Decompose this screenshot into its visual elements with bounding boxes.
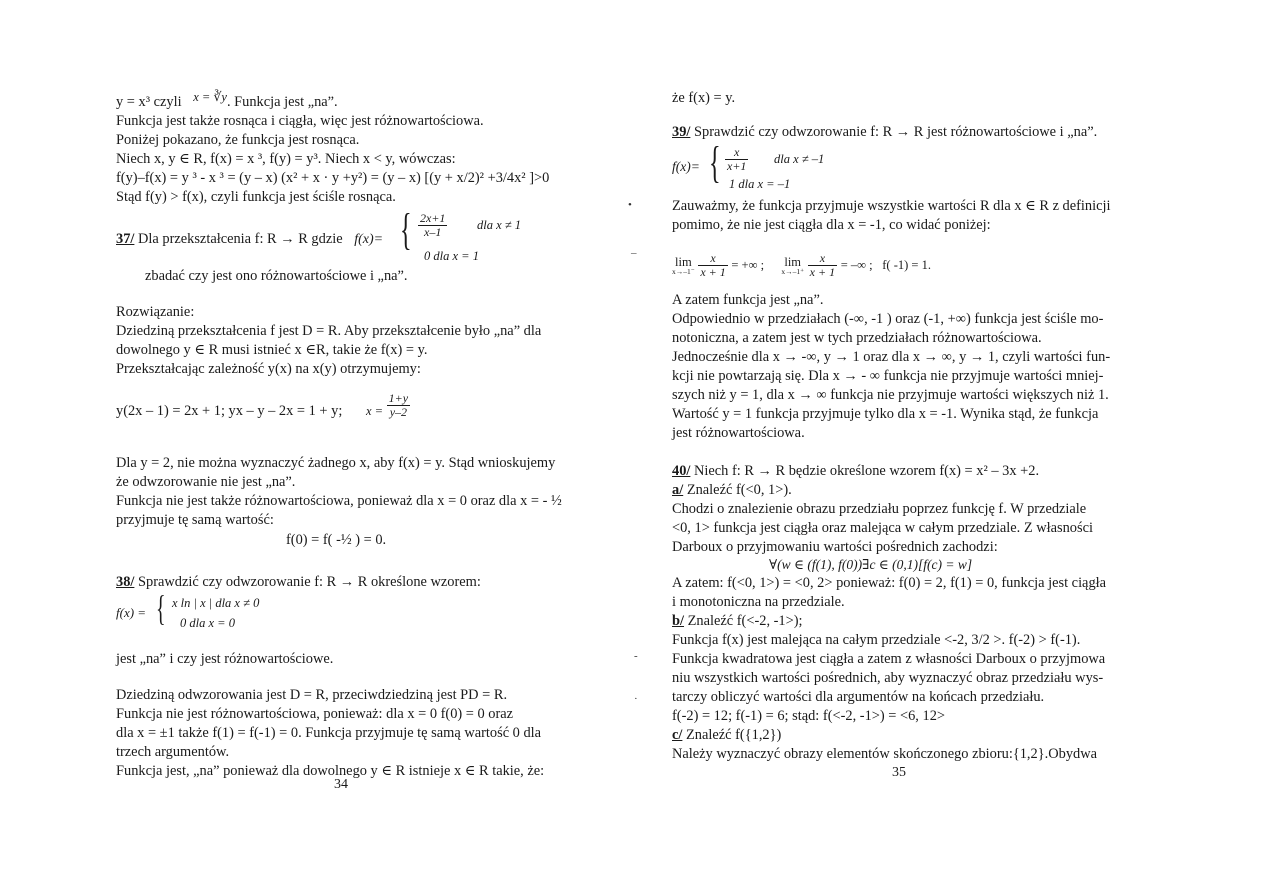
line: Należy wyznaczyć obrazy elementów skończonego zbioru:{1,2}.Obydwa <box>672 746 1097 762</box>
scan-speck: - <box>634 650 638 662</box>
problem-number: 40/ <box>672 463 691 479</box>
fraction: $\frac{x}{x + 1}$ <box>809 251 836 279</box>
line: Funkcja jest, „na” ponieważ dla dowolnego y ∈ R istnieje x ∈ R takie, że: <box>116 763 545 779</box>
line: niu wszystkich wartości pośrednich, aby wyznaczyć obraz przedziału wys- <box>672 670 1104 686</box>
limit: lim x→–1⁺ <box>781 254 805 276</box>
line: Zauważmy, że funkcja przyjmuje wszystkie wartości R dla x ∈ R z definicji <box>672 198 1111 214</box>
problem-number: 38/ <box>116 574 135 590</box>
case-row: 0 dla x = 0 <box>180 616 235 630</box>
problem-number: 37/ <box>116 231 135 247</box>
line: f(-2) = 12; f(-1) = 6; stąd: f(<-2, -1>) = <6, 12> <box>672 708 946 724</box>
equation-line: y(2x – 1) = 2x + 1; yx – y – 2x = 1 + y; x = $\frac{1+y}{y-2}$ <box>116 391 409 419</box>
line: przyjmuje tę samą wartość: <box>116 512 274 528</box>
line: trzech argumentów. <box>116 744 230 760</box>
line: Darboux o przyjmowaniu wartości pośrednich zachodzi: <box>672 539 998 555</box>
function-label: f(x) = <box>116 605 147 620</box>
fraction: $\frac{x}{x + 1}$ <box>700 251 726 279</box>
problem-number: 39/ <box>672 124 691 140</box>
problem-40-heading: 40/ Niech f: R → R będzie określone wzorem f(x) = x² – 3x +2. <box>672 463 1040 479</box>
line: Odpowiednio w przedziałach (-∞, -1 ) oraz (-1, +∞) funkcja jest ściśle mo- <box>672 311 1104 327</box>
line: y = x³ czyli x = ∛y. Funkcja jest „na”. <box>116 90 338 110</box>
fraction: $\frac{2x+1}{x-1}$ <box>420 211 446 239</box>
line: dowolnego y ∈ R musi istnieć x ∈R, takie że f(x) = y. <box>116 342 428 358</box>
line: zbadać czy jest ono różnowartościowe i „na”. <box>145 268 408 284</box>
function-label: f(x)= <box>672 159 700 174</box>
case-row: 1 dla x = –1 <box>729 177 791 191</box>
limit: lim x→–1⁻ <box>672 254 695 276</box>
line: Poniżej pokazano, że funkcja jest rosnąca. <box>116 132 360 148</box>
line: Stąd f(y) > f(x), czyli funkcja jest ściśle rosnąca. <box>116 189 396 205</box>
line: f(y)–f(x) = y ³ - x ³ = (y – x) (x² + x · y +y²) = (y – x) [(y + x/2)² +3/4x² ]>0 <box>116 170 550 186</box>
scan-speck: • <box>628 199 632 211</box>
line: notoniczna, a zatem jest w tych przedziałach różnowartościowa. <box>672 330 1042 346</box>
problem-37-heading: 37/ Dla przekształcenia f: R → R gdzie f(x)= <box>116 231 384 247</box>
line: Funkcja f(x) jest malejąca na całym przedziale <-2, 3/2 >. f(-2) > f(-1). <box>672 632 1081 648</box>
subpoint-b: b/ Znaleźć f(<-2, -1>); <box>672 613 803 629</box>
left-page <box>0 0 630 893</box>
scan-speck: – <box>631 247 637 259</box>
page-number: 34 <box>334 777 348 792</box>
right-page <box>631 0 1263 893</box>
fraction: $\frac{x}{x+1}$ <box>727 145 747 173</box>
line: <0, 1> funkcja jest ciągła oraz malejąca w całym przedziale. Z własności <box>672 520 1093 536</box>
case-row: x ln | x | dla x ≠ 0 <box>172 596 260 610</box>
problem-38-heading: 38/ Sprawdzić czy odwzorowanie f: R → R określone wzorem: <box>116 574 481 590</box>
line: Jednocześnie dla x → -∞, y → 1 oraz dla x → ∞, y → 1, czyli wartości fun- <box>672 349 1111 365</box>
line: kcji nie powtarzają się. Dla x → - ∞ funkcja nie przyjmuje wartości mniej- <box>672 368 1104 384</box>
line: A zatem funkcja jest „na”. <box>672 292 824 308</box>
line: pomimo, że nie jest ciągła dla x = -1, co widać poniżej: <box>672 217 991 233</box>
line: Dziedziną przekształcenia f jest D = R. Aby przekształcenie było „na” dla <box>116 323 542 339</box>
line: i monotoniczna na przedziale. <box>672 594 845 610</box>
line: Wartość y = 1 funkcja przyjmuje tylko dla x = -1. Wynika stąd, że funkcja <box>672 406 1099 422</box>
page-number: 35 <box>892 765 906 780</box>
line: Przekształcając zależność y(x) na x(y) otrzymujemy: <box>116 361 421 377</box>
line: że f(x) = y. <box>672 90 736 106</box>
line: Funkcja jest także rosnąca i ciągła, więc jest różnowartościowa. <box>116 113 484 129</box>
problem-39-heading: 39/ Sprawdzić czy odwzorowanie f: R → R jest różnowartościowe i „na”. <box>672 124 1098 140</box>
line: Funkcja nie jest także różnowartościowa, ponieważ dla x = 0 oraz dla x = - ½ <box>116 493 562 509</box>
subpoint-c: c/ Znaleźć f({1,2}) <box>672 727 782 743</box>
subpoint-a: a/ Znaleźć f(<0, 1>). <box>672 482 792 498</box>
brace: { <box>709 138 721 187</box>
line: Chodzi o znalezienie obrazu przedziału poprzez funkcję f. W przedziale <box>672 501 1087 517</box>
line: tarczy obliczyć wartości dla argumentów na końcach przedziału. <box>672 689 1045 705</box>
line: jest różnowartościowa. <box>672 425 805 441</box>
line: jest „na” i czy jest różnowartościowe. <box>116 651 334 667</box>
line: A zatem: f(<0, 1>) = <0, 2> ponieważ: f(0) = 2, f(1) = 0, funkcja jest ciągła <box>672 575 1107 591</box>
limits-line: lim x→–1⁻ $\frac{x}{x + 1}$ = +∞ ; lim x→–1⁺ $\frac{x}{x + 1}$ = –∞ ; f( -1) = 1. <box>672 251 931 279</box>
line: Funkcja kwadratowa jest ciągła a zatem z własności Darboux o przyjmowa <box>672 651 1106 667</box>
line: dla x = ±1 także f(1) = f(-1) = 0. Funkcja przyjmuje tę samą wartość 0 dla <box>116 725 542 741</box>
scan-speck: · <box>634 693 638 705</box>
line: Dziedziną odwzorowania jest D = R, przeciwdziedziną jest PD = R. <box>116 687 508 703</box>
brace: { <box>400 205 412 254</box>
line: Rozwiązanie: <box>116 304 195 320</box>
line: Niech x, y ∈ R, f(x) = x ³, f(y) = y³. Niech x < y, wówczas: <box>116 151 456 167</box>
equation-line: f(0) = f( -½ ) = 0. <box>286 532 387 548</box>
line: Dla y = 2, nie można wyznaczyć żadnego x, aby f(x) = y. Stąd wnioskujemy <box>116 455 556 471</box>
equation-line: ∀(w ∈ (f(1), f(0))∃c ∈ (0,1)[f(c) = w] <box>769 557 973 572</box>
brace: { <box>156 588 166 628</box>
line: Funkcja nie jest różnowartościowa, ponieważ: dla x = 0 f(0) = 0 oraz <box>116 706 514 722</box>
line: szych niż y = 1, dla x → ∞ funkcja nie przyjmuje wartości większych niż 1. <box>672 387 1109 403</box>
case-row: $\frac{2x+1}{x-1}$ dla x ≠ 1 <box>420 211 522 239</box>
fraction: $\frac{1+y}{y-2}$ <box>388 391 409 419</box>
case-row: $\frac{x}{x+1}$ dla x ≠ –1 <box>727 145 825 173</box>
case-row: 0 dla x = 1 <box>424 249 479 263</box>
line: że odwzorowanie nie jest „na”. <box>116 474 296 490</box>
